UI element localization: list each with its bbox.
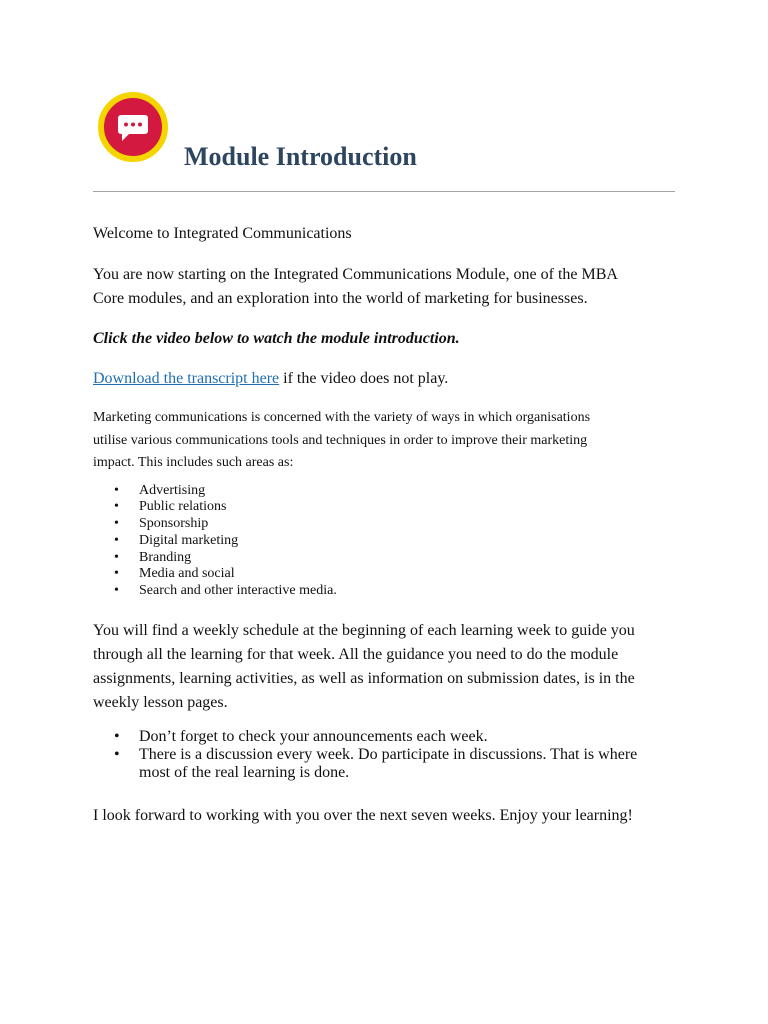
download-transcript-link[interactable]: Download the transcript here [93, 370, 280, 387]
schedule-line: weekly lesson pages. [93, 694, 228, 712]
marketing-line: utilise various communications tools and techniques in order to improve their marketing [93, 432, 588, 448]
transcript-suffix: if the video does not play. [279, 370, 449, 387]
header-divider [93, 191, 675, 192]
list-item: • Search and other interactive media. [93, 583, 678, 600]
chat-bubble-icon [98, 92, 168, 162]
marketing-line: Marketing communications is concerned with the variety of ways in which organisations [93, 410, 591, 425]
schedule-line: You will find a weekly schedule at the beginning of each learning week to guide you [93, 622, 635, 640]
marketing-areas-list [93, 483, 678, 601]
marketing-paragraph [93, 407, 678, 475]
module-header [93, 90, 675, 180]
page-title: Module Introduction [184, 142, 417, 171]
intro-paragraph [93, 263, 678, 311]
welcome-heading: Welcome to Integrated Communications [93, 225, 352, 242]
list-item: • Media and social [93, 566, 678, 583]
closing-paragraph: I look forward to working with you over the next seven weeks. Enjoy your learning! [93, 807, 633, 825]
schedule-paragraph [93, 619, 678, 715]
list-item [93, 746, 678, 782]
marketing-line: impact. This includes such areas as: [93, 455, 294, 470]
transcript-paragraph [93, 367, 678, 391]
schedule-line: assignments, learning activities, as well as information on submission dates, is in the [93, 670, 635, 688]
reminder-line: There is a discussion every week. Do participate in discussions. That is where [139, 746, 638, 764]
list-item: • Sponsorship [93, 516, 678, 533]
schedule-line: through all the learning for that week. All the guidance you need to do the module [93, 646, 619, 664]
intro-line: You are now starting on the Integrated Communications Module, one of the MBA [93, 266, 618, 283]
list-item: • Branding [93, 550, 678, 567]
reminder-line: most of the real learning is done. [139, 764, 350, 782]
list-item: • Don’t forget to check your announcements each week. [93, 728, 678, 746]
reminders-list [93, 728, 678, 782]
module-content [93, 222, 678, 828]
list-item: • Advertising [93, 483, 678, 500]
list-item: • Digital marketing [93, 533, 678, 550]
list-item: • Public relations [93, 499, 678, 516]
intro-line: Core modules, and an exploration into the world of marketing for businesses. [93, 290, 588, 307]
video-instruction: Click the video below to watch the module introduction. [93, 330, 460, 347]
